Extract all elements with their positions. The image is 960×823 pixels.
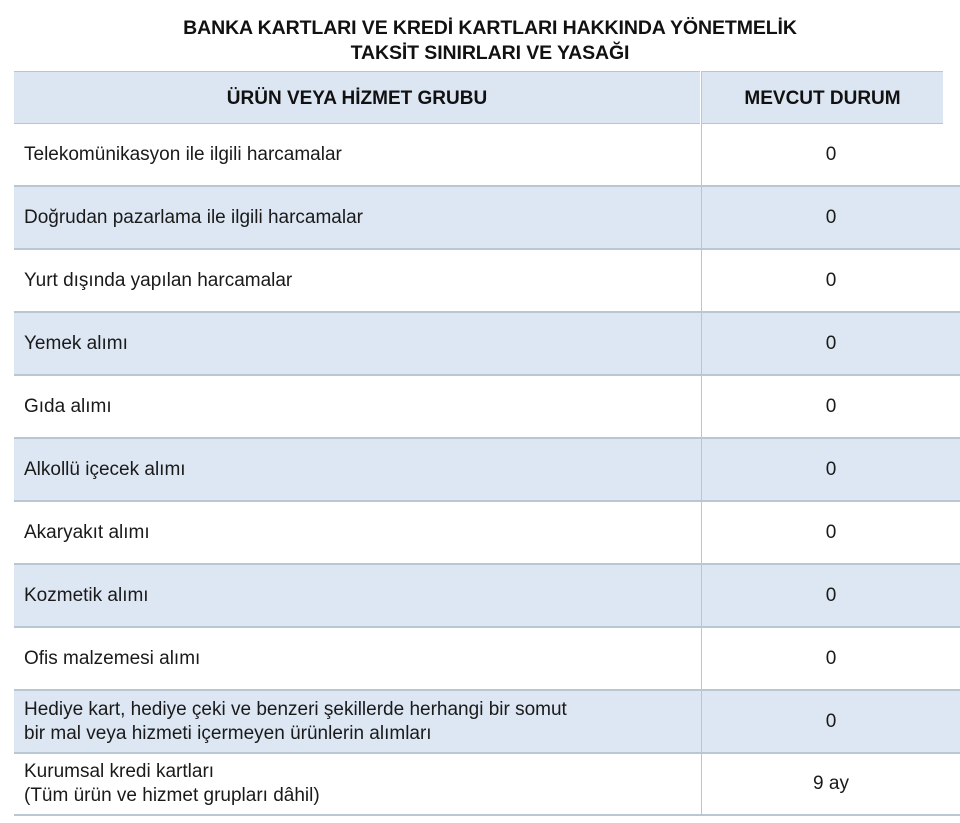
row-status-value: 0 xyxy=(701,187,960,248)
row-group-label-line-2: (Tüm ürün ve hizmet grupları dâhil) xyxy=(24,785,320,806)
title-line-1: BANKA KARTLARI VE KREDİ KARTLARI HAKKINDA YÖNETMELİK xyxy=(183,17,797,39)
row-group-label: Alkollü içecek alımı xyxy=(24,458,186,480)
row-status-value: 0 xyxy=(701,124,960,185)
row-group-label: Kozmetik alımı xyxy=(24,584,149,606)
row-group-label: Doğrudan pazarlama ile ilgili harcamalar xyxy=(24,206,363,228)
title-line-2: TAKSİT SINIRLARI VE YASAĞI xyxy=(350,42,630,64)
table-row xyxy=(14,124,960,187)
row-group-label: Yemek alımı xyxy=(24,332,128,354)
row-group-label: Yurt dışında yapılan harcamalar xyxy=(24,269,293,291)
header-cell-status xyxy=(701,71,943,124)
row-group-label-line-2: bir mal veya hizmeti içermeyen ürünlerin alımları xyxy=(24,722,432,744)
row-group-label: Ofis malzemesi alımı xyxy=(24,647,201,669)
table-row xyxy=(14,376,960,439)
row-group-label: Gıda alımı xyxy=(24,395,112,417)
table-row xyxy=(14,754,960,816)
header-cell-group xyxy=(14,71,700,124)
row-group-label-line-1: Hediye kart, hediye çeki ve benzeri şekillerde herhangi bir somut xyxy=(24,698,567,720)
table-row xyxy=(14,691,960,754)
table-row xyxy=(14,565,960,628)
table-row xyxy=(14,628,960,691)
document-title xyxy=(0,16,960,66)
row-group-label-line-1: Kurumsal kredi kartları xyxy=(24,761,215,782)
row-group-label: Telekomünikasyon ile ilgili harcamalar xyxy=(24,143,342,165)
row-status-value: 0 xyxy=(701,502,960,563)
row-status-value: 0 xyxy=(701,376,960,437)
row-group-label xyxy=(24,754,694,814)
header-group-label: ÜRÜN VEYA HİZMET GRUBU xyxy=(226,88,488,109)
row-status-value: 0 xyxy=(701,628,960,689)
table-row xyxy=(14,439,960,502)
row-status-value: 0 xyxy=(701,439,960,500)
row-status-value: 0 xyxy=(701,565,960,626)
header-status-label: MEVCUT DURUM xyxy=(744,88,901,109)
table-header-row xyxy=(14,71,960,124)
row-status-value: 0 xyxy=(701,691,960,752)
row-group-label xyxy=(24,691,694,752)
table-row xyxy=(14,502,960,565)
table-row xyxy=(14,187,960,250)
row-status-value: 0 xyxy=(701,250,960,311)
table-row xyxy=(14,313,960,376)
row-status-value: 9 ay xyxy=(701,754,960,814)
table-row xyxy=(14,250,960,313)
installment-limits-table xyxy=(14,71,960,816)
row-status-value: 0 xyxy=(701,313,960,374)
row-group-label: Akaryakıt alımı xyxy=(24,521,150,543)
